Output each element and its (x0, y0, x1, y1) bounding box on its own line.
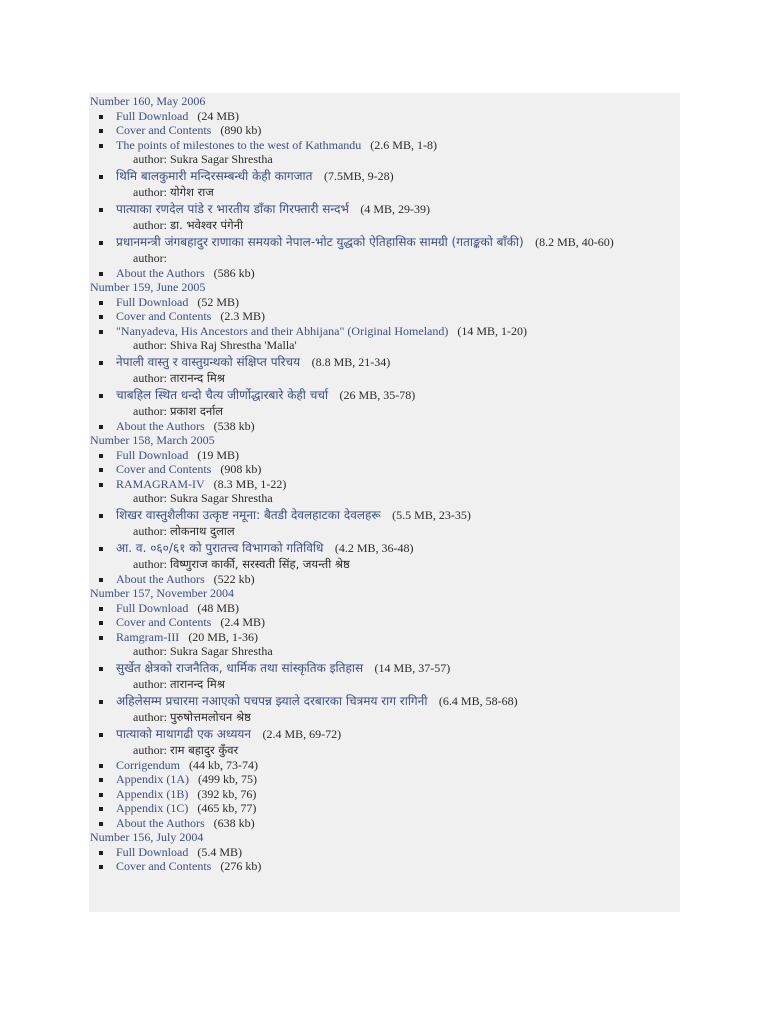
bullet-icon (90, 448, 116, 463)
file-size: (522 kb) (213, 571, 255, 586)
author-label: author: (133, 677, 167, 691)
file-size: (5.5 MB, 23-35) (392, 507, 471, 522)
list-item (90, 508, 678, 523)
bullet-icon (90, 816, 116, 831)
file-size: (52 MB) (197, 294, 240, 309)
author-line (90, 371, 678, 386)
download-link[interactable]: About the Authors (116, 571, 205, 586)
list-item (90, 309, 678, 324)
issue-list (90, 94, 678, 874)
author-label: author: (133, 644, 167, 658)
bullet-icon (90, 477, 116, 492)
list-item (90, 630, 678, 645)
download-link[interactable]: About the Authors (116, 815, 205, 830)
author-name: लोकनाथ दुलाल (170, 524, 235, 538)
download-link[interactable]: Ramgram-III (116, 629, 180, 644)
bullet-icon (90, 309, 116, 324)
download-link[interactable]: आ. व. ०६०/६१ को पुरातत्त्व विभागको गतिविधि (116, 540, 324, 555)
author-label: author: (133, 152, 167, 166)
download-link[interactable]: About the Authors (116, 265, 205, 280)
author-label: author: (133, 404, 167, 418)
author-label: author: (133, 371, 167, 385)
list-item (90, 448, 678, 463)
file-size: (276 kb) (220, 859, 262, 873)
file-size: (465 kb, 77) (197, 801, 257, 815)
author-name: डा. भवेश्वर पंगेनी (170, 218, 243, 232)
author-line (90, 404, 678, 419)
list-item (90, 758, 678, 773)
list-item (90, 355, 678, 370)
bullet-icon (90, 462, 116, 477)
list-item (90, 801, 678, 816)
file-size: (44 kb, 73-74) (189, 757, 258, 772)
bullet-icon (90, 845, 116, 860)
author-label: author: (133, 491, 167, 505)
file-size: (2.4 MB) (220, 615, 265, 629)
list-item (90, 266, 678, 281)
file-size: (6.4 MB, 58-68) (438, 693, 518, 708)
author-line (90, 491, 678, 506)
file-size: (499 kb, 75) (197, 772, 257, 786)
author-name: Sukra Sagar Shrestha (170, 152, 273, 166)
download-link[interactable]: Cover and Contents (116, 859, 212, 873)
list-item (90, 477, 678, 492)
download-link[interactable]: Full Download (116, 108, 189, 123)
bullet-icon (90, 661, 116, 676)
author-line (90, 644, 678, 659)
file-size: (586 kb) (213, 265, 255, 280)
file-size: (8.3 MB, 1-22) (213, 476, 287, 491)
download-link[interactable]: Appendix (1C) (116, 801, 189, 815)
author-line (90, 185, 678, 200)
download-link[interactable]: अहिलेसम्म प्रचारमा नआएको पचपन्न झ्याले दरबारका चित्रमय राग रागिनी (116, 693, 428, 708)
author-name: प्रकाश दर्नाल (170, 404, 224, 418)
author-label: author: (133, 338, 167, 352)
download-link[interactable]: The points of milestones to the west of Kathmandu (116, 137, 362, 152)
download-link[interactable]: Appendix (1A) (116, 772, 189, 786)
list-item (90, 169, 678, 184)
bullet-icon (90, 694, 116, 709)
list-item (90, 324, 678, 339)
author-label: author: (133, 251, 167, 265)
download-link[interactable]: About the Authors (116, 418, 205, 433)
bullet-icon (90, 787, 116, 802)
bullet-icon (90, 109, 116, 124)
author-line (90, 218, 678, 233)
download-link[interactable]: Full Download (116, 600, 189, 615)
author-label: author: (133, 524, 167, 538)
list-item (90, 295, 678, 310)
file-size: (8.2 MB, 40-60) (535, 234, 614, 249)
download-link[interactable]: नेपाली वास्तु र वास्तुग्रन्थको संक्षिप्त परिचय (116, 354, 301, 369)
author-line (90, 677, 678, 692)
author-label: author: (133, 743, 167, 757)
list-item (90, 109, 678, 124)
list-item (90, 787, 678, 802)
bullet-icon (90, 572, 116, 587)
bullet-icon (90, 138, 116, 153)
bullet-icon (90, 355, 116, 370)
bullet-icon (90, 801, 116, 816)
file-size: (4.2 MB, 36-48) (334, 540, 414, 555)
file-size: (890 kb) (220, 123, 262, 137)
file-size: (24 MB) (197, 108, 240, 123)
download-link[interactable]: Appendix (1B) (116, 786, 189, 801)
download-link[interactable]: "Nanyadeva, His Ancestors and their Abhijana" (Original Homeland) (116, 323, 449, 338)
bullet-icon (90, 123, 116, 138)
list-item (90, 235, 678, 250)
author-name: तारानन्द मिश्र (170, 677, 225, 691)
file-size: (908 kb) (220, 462, 262, 476)
download-link[interactable]: Full Download (116, 447, 189, 462)
author-line (90, 743, 678, 758)
bullet-icon (90, 615, 116, 630)
download-link[interactable]: सुर्खेत क्षेत्रको राजनैतिक, धार्मिक तथा सांस्कृतिक इतिहास (116, 660, 364, 675)
author-label: author: (133, 557, 167, 571)
file-size: (19 MB) (197, 447, 240, 462)
download-link[interactable]: Cover and Contents (116, 123, 212, 137)
bullet-icon (90, 541, 116, 556)
list-item (90, 202, 678, 217)
author-line (90, 152, 678, 167)
file-size: (8.8 MB, 21-34) (311, 354, 391, 369)
author-label: author: (133, 710, 167, 724)
download-link[interactable]: Cover and Contents (116, 309, 212, 323)
bullet-icon (90, 772, 116, 787)
file-size: (7.5MB, 9-28) (323, 168, 394, 183)
file-size: (14 MB, 37-57) (374, 660, 451, 675)
download-link[interactable]: Full Download (116, 294, 189, 309)
list-item (90, 845, 678, 860)
author-name: राम बहादुर कुँवर (170, 743, 239, 757)
author-label: author: (133, 185, 167, 199)
list-item (90, 419, 678, 434)
file-size: (4 MB, 29-39) (360, 201, 431, 216)
author-name: Sukra Sagar Shrestha (170, 644, 273, 658)
list-item (90, 772, 678, 787)
author-name: तारानन्द मिश्र (170, 371, 225, 385)
list-item (90, 859, 678, 874)
download-link[interactable]: चाबहिल स्थित धन्दो चैत्य जीर्णोद्धारबारे केही चर्चा (116, 387, 329, 402)
author-name: विष्णुराज कार्की, सरस्वती सिंह, जयन्ती श्रेष्ठ (170, 557, 350, 571)
author-line (90, 524, 678, 539)
download-link[interactable]: Corrigendum (116, 757, 180, 772)
download-link[interactable]: पात्याको माथागढी एक अध्ययन (116, 726, 252, 741)
file-size: (26 MB, 35-78) (339, 387, 416, 402)
author-name: Sukra Sagar Shrestha (170, 491, 273, 505)
author-name: पुरुषोत्तमलोचन श्रेष्ठ (170, 710, 251, 724)
file-size: (5.4 MB) (197, 844, 243, 859)
file-size: (392 kb, 76) (197, 786, 257, 801)
issue-heading: Number 156, July 2004 (90, 830, 204, 844)
issue-heading: Number 160, May 2006 (90, 94, 206, 108)
bullet-icon (90, 601, 116, 616)
file-size: (2.3 MB) (220, 309, 265, 323)
bullet-icon (90, 508, 116, 523)
bullet-icon (90, 758, 116, 773)
bullet-icon (90, 266, 116, 281)
download-link[interactable]: RAMAGRAM-IV (116, 476, 205, 491)
author-label: author: (133, 218, 167, 232)
list-item (90, 138, 678, 153)
download-link[interactable]: Full Download (116, 844, 189, 859)
author-line (90, 710, 678, 725)
file-size: (538 kb) (213, 418, 255, 433)
list-item (90, 541, 678, 556)
author-line (90, 338, 678, 353)
download-link[interactable]: Cover and Contents (116, 615, 212, 629)
file-size: (20 MB, 1-36) (188, 629, 258, 644)
issue-heading: Number 157, November 2004 (90, 586, 234, 600)
download-link[interactable]: Cover and Contents (116, 462, 212, 476)
bullet-icon (90, 169, 116, 184)
download-link[interactable]: शिखर वास्तुशैलीका उत्कृष्ट नमूना: बैतडी देवलहाटका देवलहरू (116, 507, 381, 522)
download-link[interactable]: पात्याका रणदेल पांडे र भारतीय डाँका गिरफ्तारी सन्दर्भ (116, 201, 349, 216)
bullet-icon (90, 324, 116, 339)
download-link[interactable]: प्रधानमन्त्री जंगबहादुर राणाका समयको नेपाल-भोट युद्धको ऐतिहासिक सामग्री (गताङ्कको बाँकी) (116, 234, 524, 249)
file-size: (638 kb) (213, 815, 255, 830)
bullet-icon (90, 630, 116, 645)
file-size: (2.4 MB, 69-72) (262, 726, 342, 741)
bullet-icon (90, 388, 116, 403)
bullet-icon (90, 727, 116, 742)
file-size: (2.6 MB, 1-8) (370, 137, 437, 152)
author-line (90, 251, 678, 266)
file-size: (14 MB, 1-20) (457, 323, 528, 338)
issue-heading: Number 159, June 2005 (90, 280, 206, 294)
list-item (90, 615, 678, 630)
list-item (90, 123, 678, 138)
issue-heading: Number 158, March 2005 (90, 433, 215, 447)
download-link[interactable]: थिमि बालकुमारी मन्दिरसम्बन्धी केही कागजात (116, 168, 313, 183)
author-name: योगेश राज (170, 185, 214, 199)
bullet-icon (90, 235, 116, 250)
author-line (90, 557, 678, 572)
list-item (90, 661, 678, 676)
list-item (90, 462, 678, 477)
list-item (90, 388, 678, 403)
list-item (90, 694, 678, 709)
file-size: (48 MB) (197, 600, 240, 615)
bullet-icon (90, 859, 116, 874)
list-item (90, 601, 678, 616)
list-item (90, 572, 678, 587)
bullet-icon (90, 419, 116, 434)
author-name: Shiva Raj Shrestha 'Malla' (170, 338, 297, 352)
list-item (90, 816, 678, 831)
list-item (90, 727, 678, 742)
bullet-icon (90, 295, 116, 310)
bullet-icon (90, 202, 116, 217)
